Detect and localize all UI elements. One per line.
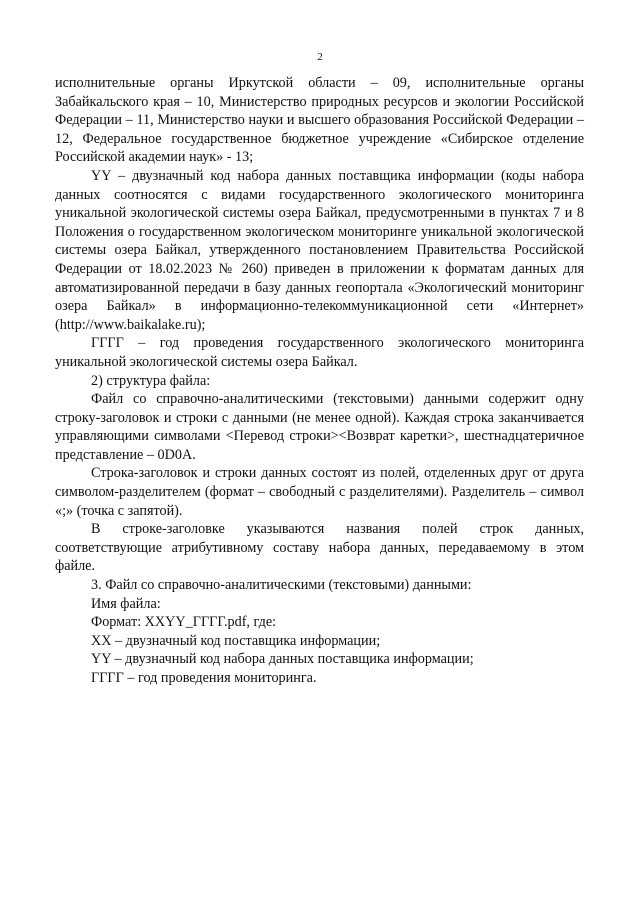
paragraph: YY – двузначный код набора данных поставщика информации (коды набора данных соотносятся с видами государственного экологического мониторинга уникальной экологической системы озера Байкал, предусмотренными в пунктах 7 и 8 Положения о государственном экологическом мониторинге уникальной экологической системы озера Байкал, утвержденного постановлением Правительства Российской Федерации от 18.02.2023 № 260) приведен в приложении к форматам данных для автоматизированной передачи в базу данных геопортала «Экологический мониторинг озера Байкал» в информационно-телекоммуникационной сети «Интернет» (http://www.baikalake.ru);	[55, 167, 584, 333]
document-body	[55, 74, 584, 688]
paragraph: ГГГГ – год проведения государственного экологического мониторинга уникальной экологической системы озера Байкал.	[55, 335, 584, 370]
paragraph: Файл со справочно-аналитическими (текстовыми) данными содержит одну строку-заголовок и строки с данными (не менее одной). Каждая строка заканчивается управляющими символами <Перевод строки><Возврат каретки>, шестнадцатеричное представление – 0D0A.	[55, 391, 584, 463]
paragraph: Формат: XXYY_ГГГГ.pdf, где:	[91, 614, 277, 631]
paragraph: 2) структура файла:	[91, 372, 211, 389]
paragraph: В строке-заголовке указываются названия полей строк данных, соответствующие атрибутивному составу набора данных, передаваемому в этом файле.	[55, 521, 584, 575]
paragraph: исполнительные органы Иркутской области – 09, исполнительные органы Забайкальского края – 10, Министерство природных ресурсов и экологии Российской Федерации – 11, Министерство науки и высшего образования Российской Федерации – 12, Федеральное государственное бюджетное учреждение «Сибирское отделение Российской академии наук» - 13;	[55, 75, 584, 166]
paragraph: XX – двузначный код поставщика информации;	[91, 632, 381, 649]
paragraph: 3. Файл со справочно-аналитическими (текстовыми) данными:	[91, 577, 472, 594]
paragraph: Имя файла:	[91, 595, 161, 612]
page-number: 2	[317, 51, 323, 63]
paragraph: Строка-заголовок и строки данных состоят из полей, отделенных друг от друга символом-разделителем (формат – свободный с разделителями). Разделитель – символ «;» (точка с запятой).	[55, 465, 584, 519]
paragraph: ГГГГ – год проведения мониторинга.	[91, 670, 317, 686]
paragraph: YY – двузначный код набора данных поставщика информации;	[91, 651, 474, 668]
